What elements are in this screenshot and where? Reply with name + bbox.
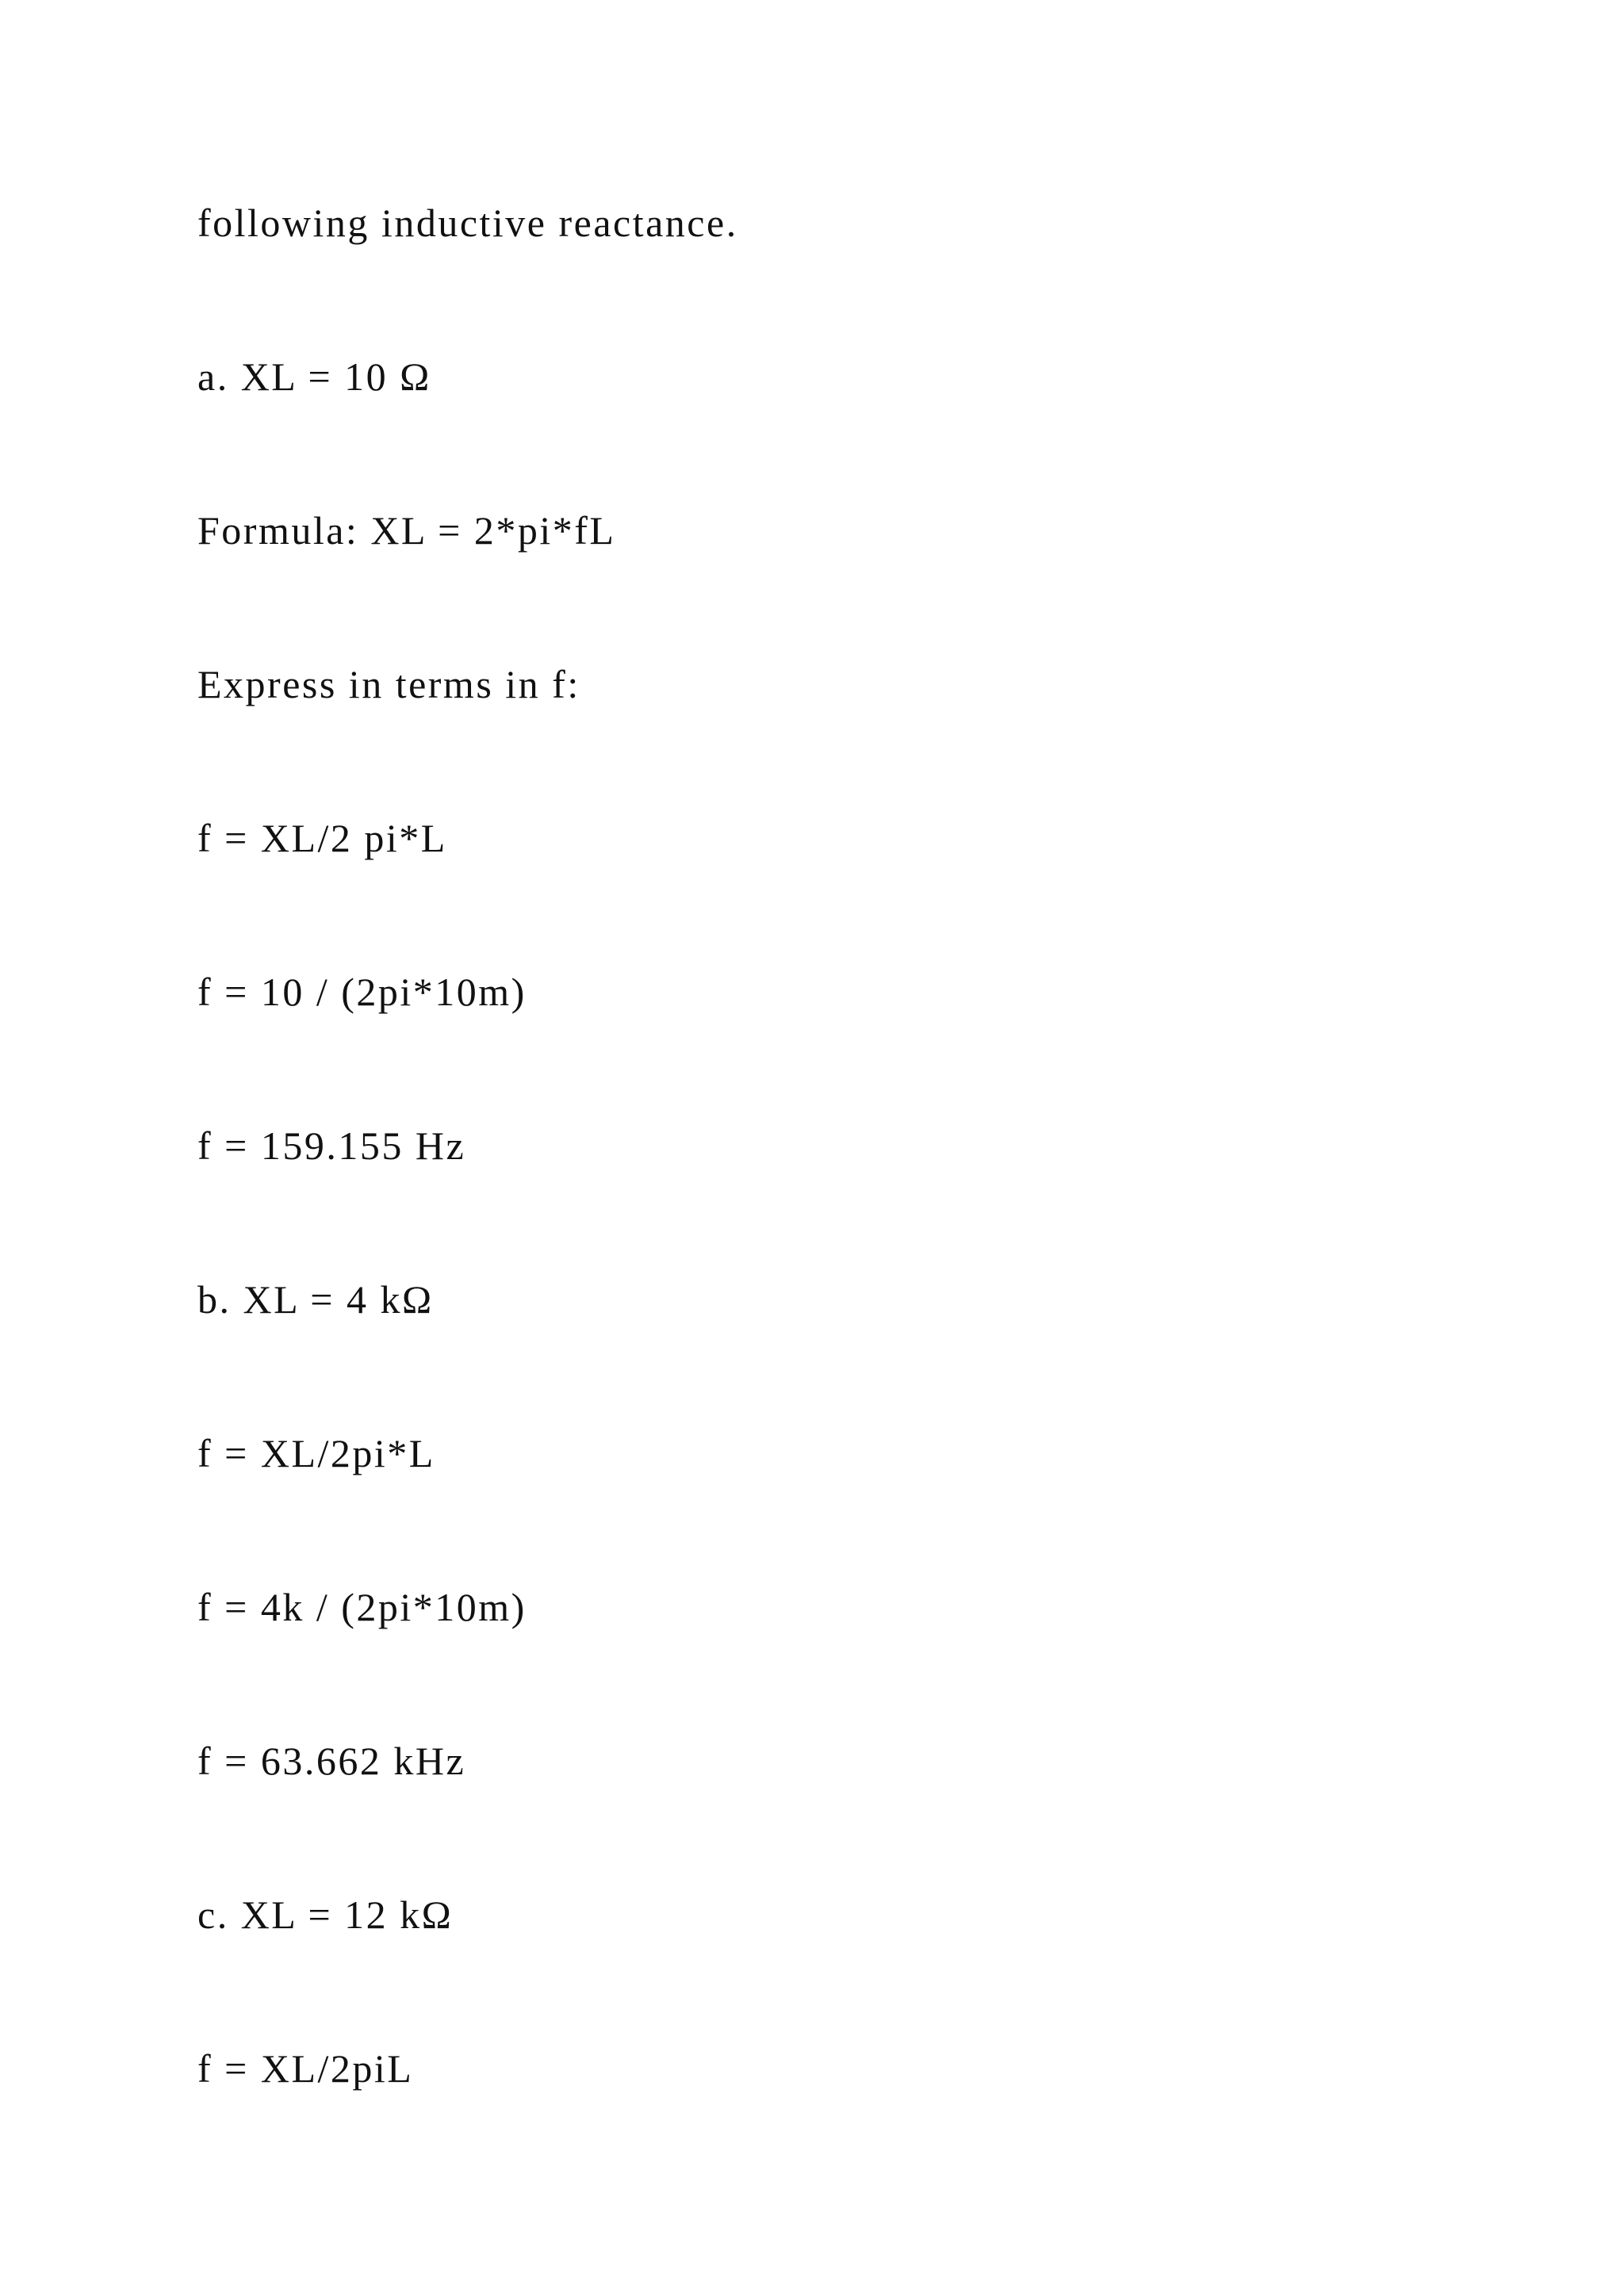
text-line-substitution: f = 10 / (2pi*10m) [197,970,527,1014]
text-line-substitution: f = 4k / (2pi*10m) [197,1585,527,1629]
text-line-formula: Formula: XL = 2*pi*fL [197,508,616,553]
text-line-equation: f = XL/2 pi*L [197,816,447,860]
text-line-part-c: c. XL = 12 kΩ [197,1892,454,1937]
text-line-intro: following inductive reactance. [197,201,738,245]
text-line-equation: f = XL/2pi*L [197,1431,435,1475]
text-line-equation: f = XL/2piL [197,2046,414,2091]
text-line-express: Express in terms in f: [197,662,580,706]
text-line-part-b: b. XL = 4 kΩ [197,1277,434,1322]
text-line-part-a: a. XL = 10 Ω [197,354,431,399]
text-line-result: f = 159.155 Hz [197,1123,466,1168]
text-line-result: f = 63.662 kHz [197,1739,466,1783]
